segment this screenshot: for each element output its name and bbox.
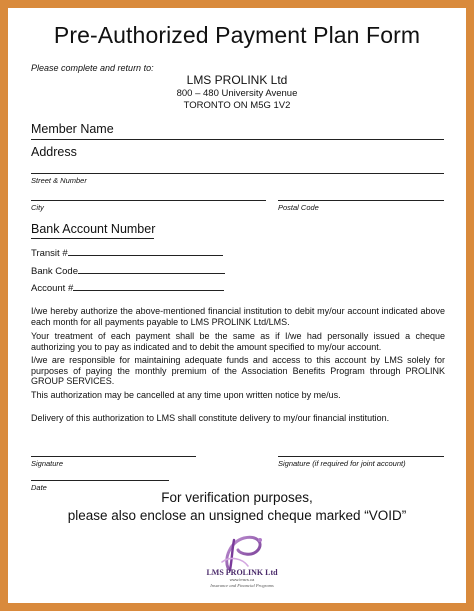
street-field[interactable] [31,173,444,174]
bank-account-heading: Bank Account Number [31,222,156,236]
date-field[interactable] [31,480,169,481]
address-label: Address [31,145,77,159]
bank-code-row [31,264,225,277]
city-label: City [31,203,44,212]
account-field[interactable] [73,281,224,291]
form-page [8,8,466,603]
account-row [31,281,224,294]
logo-monogram-icon [204,532,280,572]
company-address-line2: TORONTO ON M5G 1V2 [183,100,291,111]
lms-prolink-logo [204,532,280,594]
logo-company-name: LMS PROLINK Ltd [206,568,278,577]
street-label: Street & Number [31,176,87,185]
date-label: Date [31,483,47,492]
city-field[interactable] [31,200,266,201]
logo-url: www.lmsrs.ca [229,577,255,582]
joint-signature-label: Signature (if required for joint account) [278,459,406,468]
company-name: LMS PROLINK Ltd [186,73,288,87]
account-label: Account # [31,283,74,294]
logo-tagline: Insurance and Financial Programs [210,583,274,588]
postal-code-label: Postal Code [278,203,319,212]
verification-line1: For verification purposes, [161,490,313,505]
verification-line2: please also enclose an unsigned cheque marked “VOID” [67,508,407,523]
joint-signature-field[interactable] [278,456,444,457]
member-name-field[interactable] [31,139,444,140]
responsibility-paragraph: I/we are responsible for maintaining adequate funds and access to this account by LMS solely for purposes of paying the monthly premium of the Association Benefits Program through PROLINK GROUP SERVICES. [31,355,445,386]
delivery-paragraph: Delivery of this authorization to LMS shall constitute delivery to my/our financial institution. [31,413,390,423]
bank-heading-rule [31,238,154,239]
form-title: Pre-Authorized Payment Plan Form [53,22,421,48]
bank-code-field[interactable] [78,264,225,274]
cancellation-paragraph: This authorization may be cancelled at any time upon written notice by me/us. [31,390,341,400]
postal-code-field[interactable] [278,200,444,201]
member-name-label: Member Name [31,122,114,136]
transit-field[interactable] [68,246,223,256]
treatment-paragraph: Your treatment of each payment shall be the same as if I/we had personally issued a cheque authorizing you to pay as indicated and to debit the amount specified to my/our account. [31,331,445,352]
authorization-paragraph: I/we hereby authorize the above-mentioned financial institution to debit my/our account indicated above each month for all payments payable to LMS PROLINK Ltd/LMS. [31,306,445,327]
return-instructions: Please complete and return to: [31,63,154,73]
company-address-line1: 800 – 480 University Avenue [176,88,298,99]
signature-label: Signature [31,459,64,468]
bank-code-label: Bank Code [31,266,79,277]
transit-row [31,246,223,259]
transit-label: Transit # [31,248,68,259]
signature-field[interactable] [31,456,196,457]
